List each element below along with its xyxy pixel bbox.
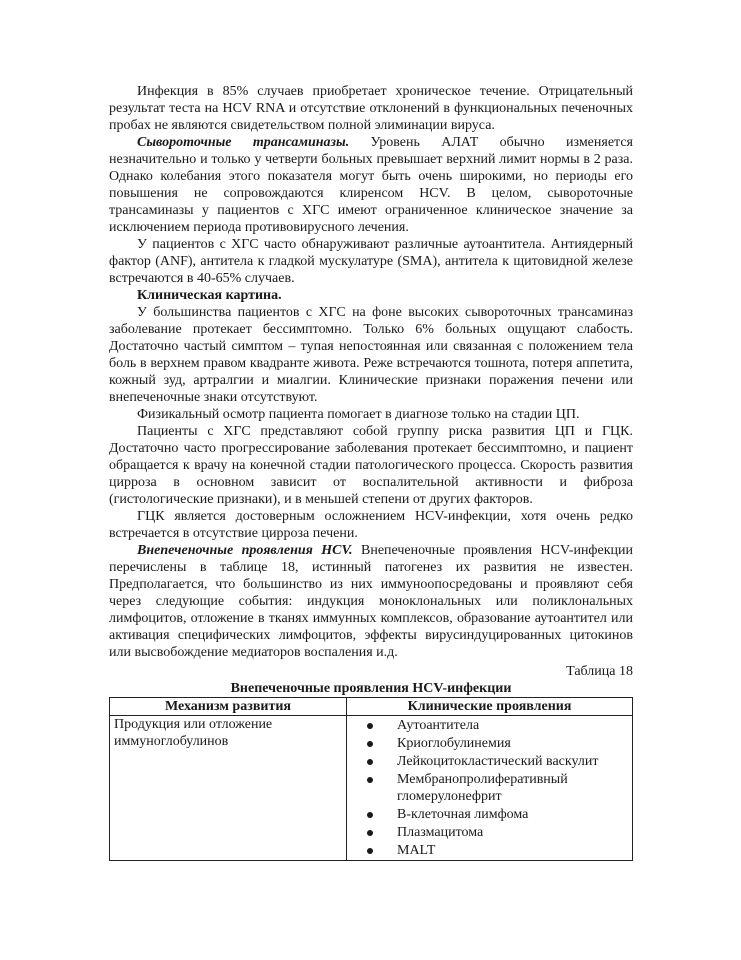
paragraph-extrahepatic [109, 542, 633, 661]
paragraph-hcc: ГЦК является достоверным осложнением HCV-инфекции, хотя очень редко встречается в отсутствие цирроза печени. [109, 509, 633, 541]
paragraph-extrahepatic-body: Внепеченочные проявления HCV-инфекции перечислены в таблице 18, истинный патогенез их развития не известен. Предполагается, что большинство из них иммуноопосредованы и проявляют себя через следующие события: индукция моноклональных или поликлональных лимфоцитов, отложение в тканях иммунных комплексов, образование аутоантител или активация специфических лимфоцитов, эффекты вирусиндуцированных цитокинов или высвобождение медиаторов воспаления и.д. [109, 543, 633, 660]
run-in-heading-transaminases: Сывороточные трансаминазы. [137, 135, 350, 150]
list-item: Лейкоцитокластический васкулит [383, 753, 628, 770]
paragraph-autoantibodies: У пациентов с ХГС часто обнаруживают различные аутоантитела. Антиядерный фактор (ANF), антитела к гладкой мускулатуре (SMA), антитела к щитовидной железе встречаются в 40-65% случаев. [109, 237, 633, 286]
paragraph-transaminases-body: Уровень АЛАТ обычно изменяется незначительно и только у четверти больных превышает верхний лимит нормы в 2 раза. Однако колебания этого показателя могут быть очень широкими, но периоды его повышения не сопровождаются клиренсом HCV. В целом, сывороточные трансаминазы у пациентов с ХГС имеют ограниченное клиническое значение за исключением периода противовирусного лечения. [109, 135, 633, 235]
table-title: Внепеченочные проявления HCV-инфекции [230, 681, 512, 696]
header-manifestations: Клинические проявления [347, 698, 633, 716]
list-item: MALT [383, 842, 628, 859]
table-number-label: Таблица 18 [566, 664, 633, 679]
list-item: Плазмацитома [383, 824, 628, 841]
paragraph-physical-exam: Физикальный осмотр пациента помогает в диагнозе только на стадии ЦП. [137, 407, 580, 422]
paragraph-chronic-course: Инфекция в 85% случаев приобретает хроническое течение. Отрицательный результат теста на HCV RNA и отсутствие отклонений в функциональных печеночных пробах не являются свидетельством полной элиминации вируса. [109, 84, 633, 133]
paragraph-symptoms: У большинства пациентов с ХГС на фоне высоких сывороточных трансаминаз заболевание протекает бессимптомно. Только 6% больных ощущают слабость. Достаточно частый симптом – тупая непостоянная или связанная с положением тела боль в верхнем правом квадранте живота. Реже встречаются тошнота, потеря аппетита, кожный зуд, артралгии и миалгии. Клинические признаки поражения печени или внепеченочные знаки отсутствуют. [109, 305, 633, 405]
paragraph-serum-transaminases [109, 134, 633, 236]
list-item: Мембранопролиферативный гломерулонефрит [383, 771, 628, 805]
paragraph-risk-group: Пациенты с ХГС представляют собой группу риска развития ЦП и ГЦК. Достаточно часто прогрессирование заболевания протекает бессимптомно, и пациент обращается к врачу на конечной стадии патологического процесса. Скорость развития цирроза в основном зависит от воспалительной активности и фиброза (гистологические признаки), и в меньшей степени от других факторов. [109, 424, 633, 507]
manifestations-table [109, 697, 633, 861]
manifestations-list [351, 717, 628, 859]
cell-mechanism: Продукция или отложение иммуноглобулинов [110, 716, 347, 861]
list-item: В-клеточная лимфома [383, 806, 628, 823]
list-item: Криоглобулинемия [383, 735, 628, 752]
run-in-heading-extrahepatic: Внепеченочные проявления HCV. [137, 543, 353, 558]
header-mechanism: Механизм развития [110, 698, 347, 716]
section-heading-clinical-picture: Клиническая картина. [137, 288, 282, 303]
table-header-row [110, 698, 633, 716]
cell-manifestations [347, 716, 633, 861]
text-block [109, 83, 633, 861]
list-item: Аутоантитела [383, 717, 628, 734]
table-row [110, 716, 633, 861]
